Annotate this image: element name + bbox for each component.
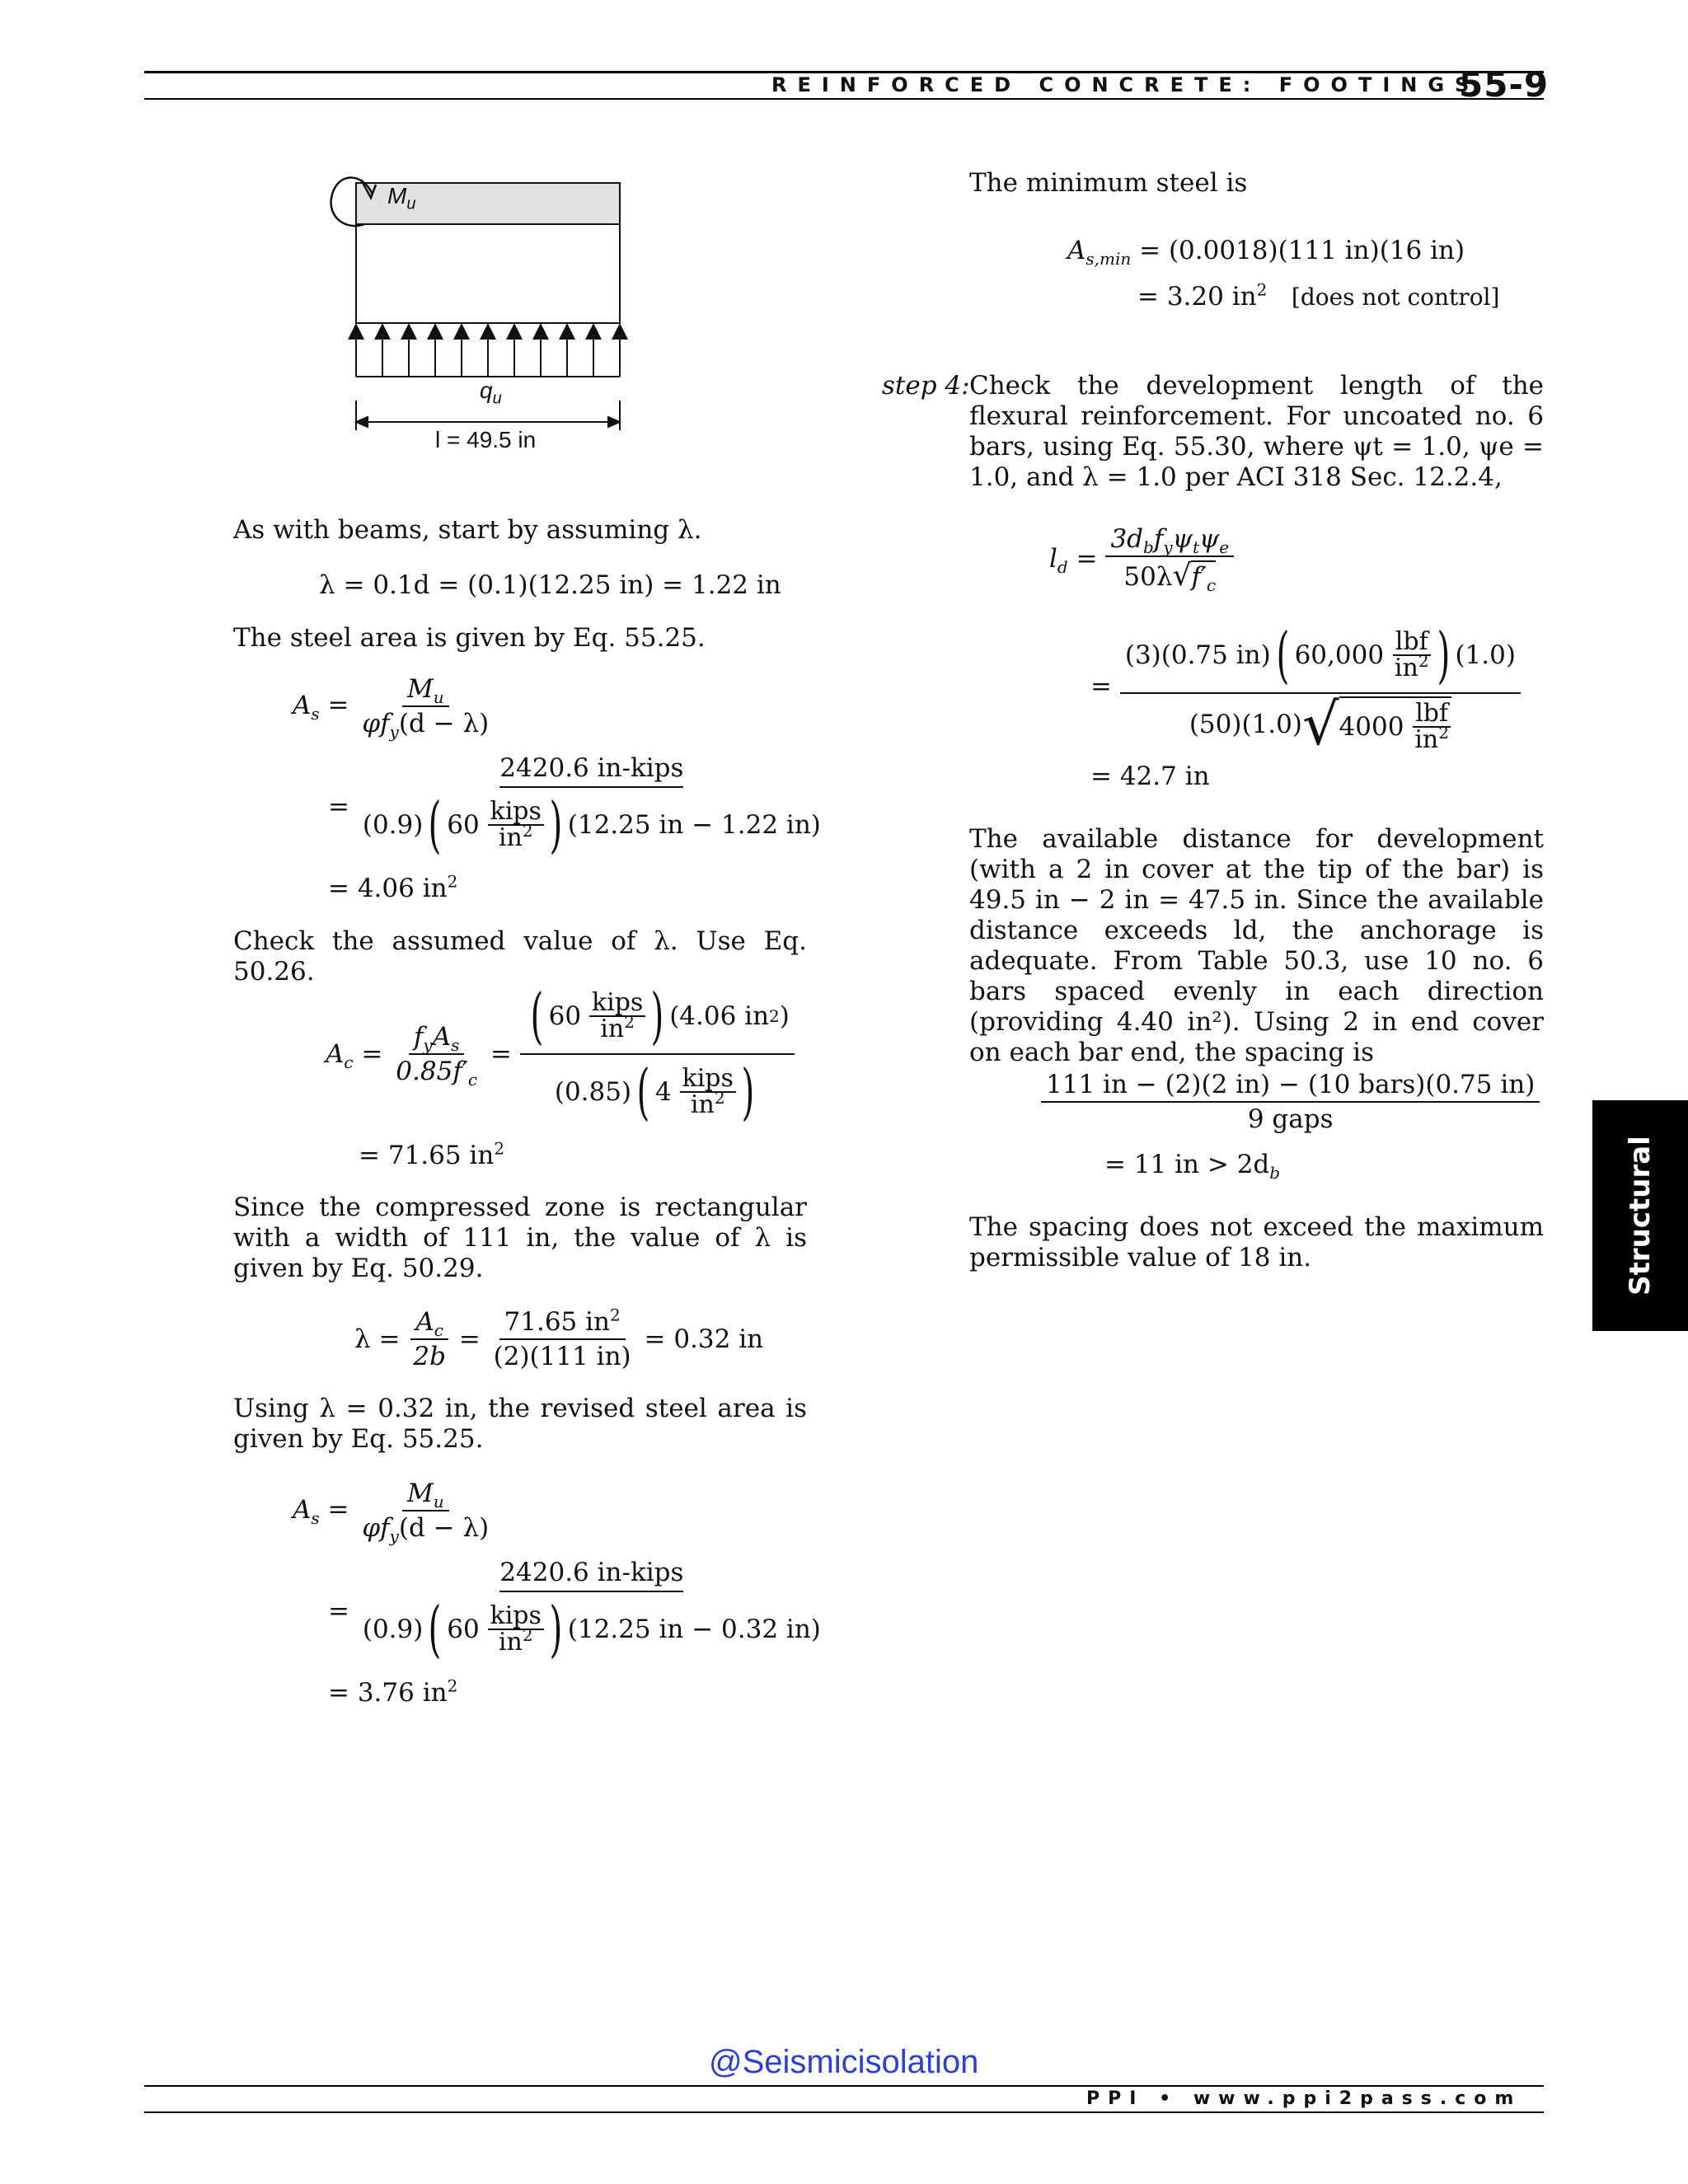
left-equation-2-result: = 4.06 $in^2$ — [328, 871, 458, 903]
right-equation-2-line2: = (3)(0.75 in) ( 60,000 $\frac{\text{lbf}}{in^2}$ ) (1.0) (50)(1.0) √ 4000 $\frac{\text{lbf}}{in^2}$ — [1090, 620, 1521, 753]
length-dimension — [356, 401, 620, 430]
eq2-fraction: $\frac{M_u}{\varphi f_y(d - \lambda)}$ — [362, 674, 490, 743]
left-equation-2-line1: $A_s$ = $\frac{M_u}{\varphi f_y(d - \lambda)}$ — [293, 674, 494, 738]
footer-rule-top — [144, 2085, 1544, 2087]
left-paragraph-3: Check the assumed value of λ. Use Eq. 50.26. — [233, 926, 807, 987]
footing-body — [356, 224, 620, 323]
left-paragraph-4: Since the compressed zone is rectangular with a width of 111 in, the value of λ is given by Eq. 50.29. — [233, 1193, 807, 1283]
footing-diagram — [313, 165, 643, 452]
left-equation-1: λ = 0.1d = (0.1)(12.25 in) = 1.22 in — [319, 570, 781, 600]
right-equation-2-result: = 42.7 in — [1090, 762, 1210, 791]
footing-diagram-svg — [313, 165, 643, 445]
eq3-big-fraction: ( 60 $\frac{\text{kips}}{in^2}$ ) (4.06 in 2 ) (0.85) ( 4 $\frac{\text{kips}}{in^2}$ ) — [520, 981, 795, 1127]
left-equation-5-line2: = 2420.6 in-kips (0.9) ( 60 $\frac{\text{kips}}{in^2}$ ) (12.25 in − 0.32 in) — [328, 1558, 821, 1665]
right-equation-1-line2: = 3.20 $in^2$ [does not control] — [1137, 279, 1500, 312]
step-4-text: Check the development length of the flexural reinforcement. For uncoated no. 6 bars, using Eq. 55.30, where ψt = 1.0, ψe = 1.0, and λ = 1.0 per ACI 318 Sec. 12.2.4, — [969, 371, 1544, 492]
left-equation-2-line2: = 2420.6 in-kips (0.9) ( 60 $\frac{\text{kips}}{in^2}$ ) (12.25 in − 1.22 in) — [328, 753, 826, 860]
left-equation-4: λ = $\frac{A_c}{2b}$ = $\frac{71.65 in^2}{(2)(111 in)}$ = 0.32 in — [354, 1305, 764, 1371]
right-paragraph-1: The minimum steel is — [969, 168, 1248, 198]
header-rule-bottom — [144, 98, 1544, 100]
left-paragraph-1: As with beams, start by assuming λ. — [233, 515, 702, 545]
footer-publisher: PPI • www.ppi2pass.com — [1086, 2088, 1522, 2109]
left-paragraph-5: Using λ = 0.32 in, the revised steel area is given by Eq. 55.25. — [233, 1394, 807, 1454]
soil-pressure-arrows — [356, 331, 620, 377]
eq3-lhs: $A_c$ — [326, 1039, 354, 1073]
running-title: REINFORCED CONCRETE: FOOTINGS — [771, 73, 1480, 96]
right-equation-1-line1: $A_{s,min} = (0.0018)(111$ in)(16 in) — [1067, 236, 1465, 269]
right-paragraph-3: The spacing does not exceed the maximum permissible value of 18 in. — [969, 1212, 1544, 1272]
left-equation-5-line1: $A_s$ = $\frac{M_u}{\varphi f_y(d - \lambda)}$ — [293, 1479, 490, 1547]
right-equation-3-result: = 11 in > $2d_b$ — [1104, 1150, 1281, 1183]
moment-label: $M_u$ — [387, 183, 416, 213]
left-equation-3-result: = 71.65 $in^2$ — [359, 1138, 505, 1170]
load-label: $q_u$ — [480, 377, 502, 408]
eq2-lhs: $A_s$ — [293, 690, 320, 724]
page-number: 55-9 — [1459, 64, 1550, 105]
length-label: l = 49.5 in — [435, 427, 537, 452]
left-equation-3: $A_c$ = $\frac{f_yA_s}{0.85f'_c}$ = ( 60 $\frac{\text{kips}}{in^2}$ ) (4.06 in 2 ) (0.85) ( 4 $\frac{\text{kips}}{in^2}$ ) — [326, 981, 795, 1127]
left-equation-5-result: = 3.76 $in^2$ — [328, 1675, 458, 1708]
step-4-label: step 4: — [882, 371, 970, 401]
right-equation-2-line1: $l_d$ = $\frac{3d_bf_y\psi_t\psi_e}{50\lambda√f'_c}$ — [1049, 524, 1234, 593]
eq2-big-fraction: 2420.6 in-kips (0.9) ( 60 $\frac{\text{kips}}{in^2}$ ) (12.25 in − 1.22 in) — [362, 753, 821, 860]
footer-rule-bottom — [144, 2111, 1544, 2113]
watermark: @Seismicisolation — [709, 2044, 979, 2080]
right-equation-3: $\frac{\text{111 in − (2)(2 in) − (10 bars)(0.75 in)}}{\text{9 gaps}}$ — [1041, 1070, 1540, 1134]
right-paragraph-2: The available distance for development (with a 2 in cover at the tip of the bar) is 49.5 in − 2 in = 47.5 in. Since the available distance exceeds ld, the anchorage is adequate. From Table 50.3, use 10 no. 6 bars spaced evenly in each direction (providing 4.40 in²). Using 2 in end cover on each bar end, the spacing is — [969, 824, 1544, 1067]
section-tab-label: Structural — [1624, 1136, 1657, 1296]
left-paragraph-2: The steel area is given by Eq. 55.25. — [233, 623, 706, 653]
